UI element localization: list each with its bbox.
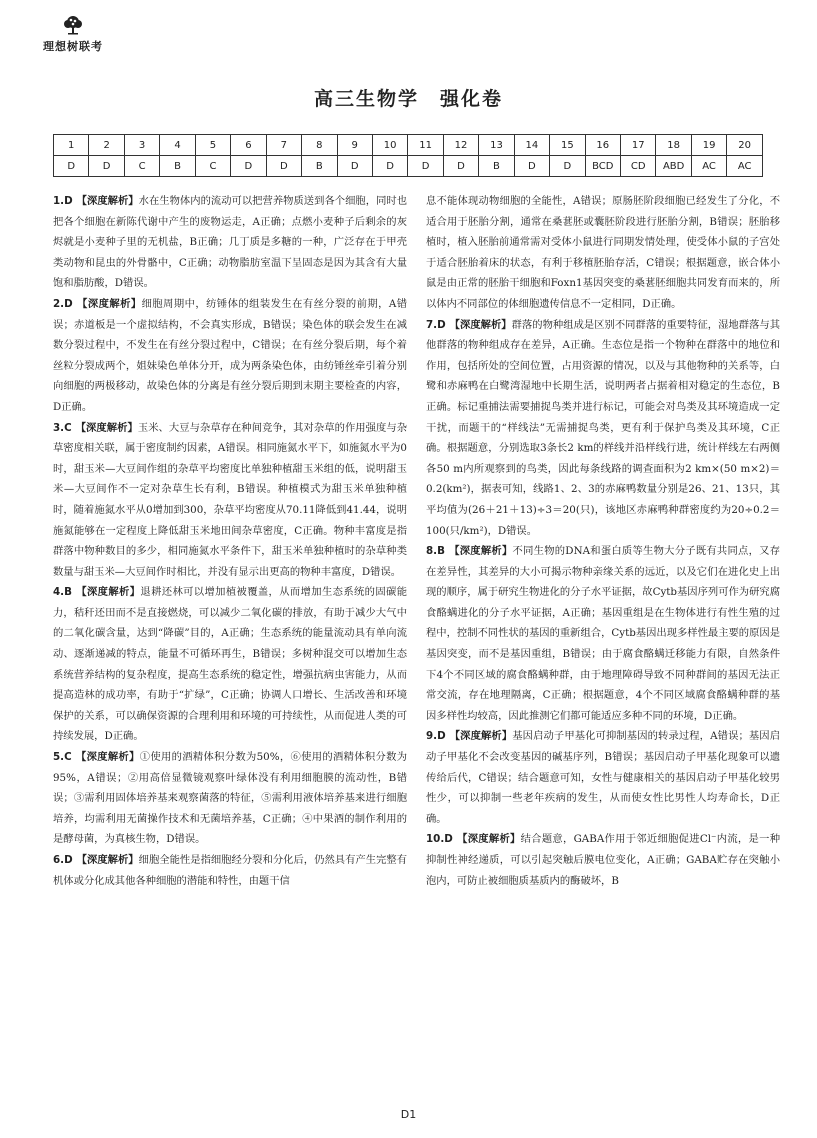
- question-number-cell: 2: [89, 135, 124, 156]
- answer-cell: C: [195, 156, 230, 177]
- answer-letter: D: [444, 833, 453, 846]
- explanation-text: 水在生物体内的流动可以把营养物质送到各个细胞，同时也把各个细胞在新陈代谢中产生的废物运走，A正确；点燃小麦种子后剩余的灰烬就是小麦种子里的无机盐，B正确；几丁质是多糖的一种，广泛存在于甲壳类动物和昆虫的外骨骼中，C正确；动物脂肪室温下呈固态是因为其含有大量饱和脂肪酸，D错误。: [53, 195, 408, 290]
- answer-cell: B: [160, 156, 195, 177]
- question-number-cell: 1: [54, 135, 89, 156]
- explanation-item: [426, 541, 780, 726]
- question-number: 10.: [426, 833, 445, 846]
- explanation-item: [53, 582, 407, 747]
- question-number-cell: 5: [195, 135, 230, 156]
- question-number: 4.: [53, 586, 65, 599]
- answer-cell: D: [337, 156, 372, 177]
- explanation-item: [426, 191, 780, 315]
- answer-cell: C: [124, 156, 159, 177]
- explanation-text: 退耕还林可以增加植被覆盖，从而增加生态系统的固碳能力，秸秆还田而不是直接燃烧，可以减少二氧化碳的排放，有助于减少大气中的二氧化碳含量，达到“降碳”目的，A正确；生态系统的能量流动具有单向流动、逐渐递减的特点，能量不可循环再生，B错误；多树种混交可以增加生态系统营养结构的复杂程度，提高生态系统的稳定性，增强抗病虫害能力，从而提高造林的成功率，有助于“扩绿”，C正确；协调人口增长、生活改善和环境保护的关系，可以确保资源的合理利用和环境的可持续性，从而促进人类的可持续发展，D正确。: [53, 586, 408, 743]
- page-title: 高三生物学 强化卷: [313, 88, 503, 110]
- answer-cell: D: [408, 156, 443, 177]
- analysis-tag: 【深度解析】: [76, 854, 139, 866]
- answer-cell: D: [372, 156, 407, 177]
- explanation-item: [53, 191, 407, 294]
- analysis-tag: 【深度解析】: [76, 195, 139, 207]
- answer-cell: D: [89, 156, 124, 177]
- explanation-item: [53, 850, 407, 891]
- analysis-tag: 【深度解析】: [448, 545, 513, 558]
- question-number-cell: 11: [408, 135, 443, 156]
- question-number-cell: 9: [337, 135, 372, 156]
- question-number-cell: 18: [656, 135, 691, 156]
- right-column: [426, 191, 780, 891]
- question-number-cell: 16: [585, 135, 620, 156]
- answer-cell: D: [550, 156, 585, 177]
- question-number: 5.: [53, 751, 65, 764]
- explanation-item: [53, 418, 407, 583]
- analysis-tag: 【深度解析】: [75, 421, 138, 434]
- question-number-cell: 10: [372, 135, 407, 156]
- explanation-item: [426, 315, 780, 542]
- question-number: 3.: [53, 421, 65, 434]
- question-number: 7.: [426, 318, 438, 331]
- question-number-cell: 13: [479, 135, 514, 156]
- analysis-tag: 【深度解析】: [76, 297, 142, 310]
- question-number-cell: 6: [231, 135, 266, 156]
- analysis-tag: 【深度解析】: [456, 833, 521, 846]
- left-column: [53, 191, 407, 891]
- answer-cell: D: [266, 156, 301, 177]
- logo-text: 理想树联考: [43, 40, 103, 53]
- question-number: 2.: [53, 297, 65, 310]
- answer-cell: B: [302, 156, 337, 177]
- explanation-item: [426, 829, 780, 891]
- question-number-cell: 14: [514, 135, 549, 156]
- analysis-tag: 【深度解析】: [449, 318, 512, 331]
- answer-cell: CD: [621, 156, 656, 177]
- answer-cell: B: [479, 156, 514, 177]
- question-number: 8.: [426, 545, 438, 558]
- answer-letter: D: [437, 318, 446, 331]
- explanation-text: 结合题意，GABA作用于邻近细胞促进Cl⁻内流，是一种抑制性神经递质，可以引起突触后膜电位变化，A正确；GABA贮存在突触小泡内，可防止被细胞质基质内的酶破坏，B: [426, 833, 780, 887]
- explanation-text: 基因启动子甲基化可抑制基因的转录过程，A错误；基因启动子甲基化不会改变基因的碱基序列，B错误；基因启动子甲基化现象可以遗传给后代，C错误；结合题意可知，女性与健康相关的基因启动子甲基化较男性少，可以抑制一些老年疾病的发生，从而使女性比男性人均寿命长，D正确。: [426, 730, 781, 825]
- answer-letter: D: [64, 297, 73, 310]
- question-number-cell: 12: [443, 135, 478, 156]
- answer-cell: AC: [691, 156, 726, 177]
- answer-cell: BCD: [585, 156, 620, 177]
- question-number-cell: 7: [266, 135, 301, 156]
- answer-letter: B: [64, 586, 72, 599]
- logo: [28, 14, 118, 54]
- explanation-item: [426, 726, 780, 829]
- explanation-item: [53, 294, 407, 418]
- page-number: D1: [400, 1108, 417, 1121]
- question-number-cell: 19: [691, 135, 726, 156]
- analysis-tag: 【深度解析】: [75, 751, 140, 764]
- explanation-text: 不同生物的DNA和蛋白质等生物大分子既有共同点，又存在差异性，其差异的大小可揭示物种亲缘关系的远近，以及它们在进化史上出现的顺序，属于研究生物进化的分子水平证据，故Cytb基因序列可作为研究腐食酪螨进化的分子水平证据，A正确；基因重组是在生物体进行有性生殖的过程中，控制不同性状的基因的重新组合，Cytb基因出现多样性最主要的原因是基因突变，而不是基因重组，B错误；由于腐食酪螨迁移能力有限，自然条件下4个不同区域的腐食酪螨种群，由于地理障碍导致不同种群间的基因无法正常交流，存在地理隔离，C正确；根据题意，4个不同区域腐食酪螨种群的基因多样性均较高，因此推测它们都可能适应多种不同的环境，D正确。: [426, 545, 781, 722]
- question-number: 1.: [53, 195, 65, 207]
- analysis-tag: 【深度解析】: [75, 586, 141, 599]
- answer-cell: D: [231, 156, 266, 177]
- explanation-text: 细胞全能性是指细胞经分裂和分化后，仍然具有产生完整有机体或分化成其他各种细胞的潜能和特性，由题干信: [53, 854, 408, 887]
- tree-logo-icon: [62, 14, 84, 36]
- explanation-text: ①使用的酒精体积分数为50%，⑥使用的酒精体积分数为95%，A错误；②用高倍显微镜观察叶绿体没有利用细胞膜的流动性，B错误；③需利用固体培养基来观察菌落的特征，⑤需利用液体培养基来进行细胞培养，均需利用无菌操作技术和无菌培养基，C正确；④中果酒的制作利用的是酵母菌，为真核生物，D错误。: [53, 751, 408, 846]
- analysis-tag: 【深度解析】: [449, 730, 513, 743]
- answer-letter: B: [437, 545, 445, 558]
- answer-cell: D: [443, 156, 478, 177]
- answer-table-number-row: [54, 135, 763, 156]
- question-number-cell: 15: [550, 135, 585, 156]
- explanation-text: 群落的物种组成是区别不同群落的重要特征，湿地群落与其他群落的物种组成存在差异，A正确。生态位是指一个物种在群落中的地位和作用，包括所处的空间位置，占用资源的情况，以及与其他物种的关系等，白鹭和赤麻鸭在白鹭湾湿地中长期生活，说明两者占据着相对稳定的生态位，B正确。标记重捕法需要捕捉鸟类并进行标记，可能会对鸟类及其环境造成一定干扰，而题干的“样线法”无需捕捉鸟类，更有利于保护鸟类及其环境，C正确。根据题意，分别选取3条长2 km的样线并沿样线行进，统计样线左右两侧各50 m内所观察到的鸟类，因此每条线路的调查面积为2 km×(50 m×2)＝0.2(km²)，据表可知，线路1、2、3的赤麻鸭数量分别是26、21、13只，其平均值为(26＋21＋13)÷3＝20(只)，该地区赤麻鸭种群密度约为20÷0.2＝100(只/km²)，D错误。: [426, 318, 781, 537]
- question-number-cell: 20: [727, 135, 763, 156]
- answer-table: [53, 134, 763, 177]
- question-number: 9.: [426, 730, 438, 743]
- explanation-text: 玉米、大豆与杂草存在种间竞争，其对杂草的作用强度与杂草密度相关联，属于密度制约因素，A错误。相同施氮水平下，如施氮水平为0时，甜玉米—大豆间作组的杂草平均密度比单独种植甜玉米组的低，说明甜玉米—大豆间作不一定对杂草生长有利，B错误。种植模式为甜玉米单独种植时，随着施氮水平从0增加到300，杂草平均密度从70.11降低到41.44，说明施氮能够在一定程度上降低甜玉米地田间杂草密度，C正确。物种丰富度是指群落中物种数目的多少，相同施氮水平条件下，甜玉米单独种植时的杂草种类数量与甜玉米—大豆间作时相比，并没有显示出更高的物种丰富度，D错误。: [53, 421, 408, 578]
- answer-cell: D: [54, 156, 89, 177]
- question-number-cell: 8: [302, 135, 337, 156]
- explanation-text: 细胞周期中，纺锤体的组装发生在有丝分裂的前期，A错误；赤道板是一个虚拟结构，不会真实形成，B错误；染色体的联会发生在减数分裂过程中，不发生在有丝分裂过程中，C错误；在有丝分裂后期，每个着丝粒分裂成两个，姐妹染色单体分开，成为两条染色体，由纺锤丝牵引着分别向细胞的两极移动，故染色体的分离是有丝分裂后期到末期主要检查的内容，D正确。: [53, 297, 408, 413]
- question-number-cell: 4: [160, 135, 195, 156]
- answer-letter: C: [64, 751, 72, 764]
- question-number-cell: 17: [621, 135, 656, 156]
- question-number-cell: 3: [124, 135, 159, 156]
- answer-cell: AC: [727, 156, 763, 177]
- answer-letter: C: [64, 421, 72, 434]
- explanation-item: [53, 747, 407, 850]
- explanation-text: 息不能体现动物细胞的全能性，A错误；原肠胚阶段细胞已经发生了分化，不适合用于胚胎分割，通常在桑葚胚或囊胚阶段进行胚胎分割，B错误；胚胎移植时，植入胚胎前通常需对受体小鼠进行同期发情处理，使受体小鼠的子宫处于适合胚胎着床的状态，有利于移植胚胎存活，C错误；根据题意，嵌合体小鼠是由正常的胚胎干细胞和Foxn1基因突变的桑葚胚细胞共同发育而来的，所以体内不同部位的体细胞遗传信息不一定相同，D正确。: [426, 195, 780, 310]
- answer-letter: D: [64, 854, 73, 866]
- answer-cell: ABD: [656, 156, 691, 177]
- question-number: 6.: [53, 854, 65, 866]
- answer-letter: D: [64, 195, 73, 207]
- answer-table-answer-row: [54, 156, 763, 177]
- answer-cell: D: [514, 156, 549, 177]
- answer-letter: D: [437, 730, 446, 743]
